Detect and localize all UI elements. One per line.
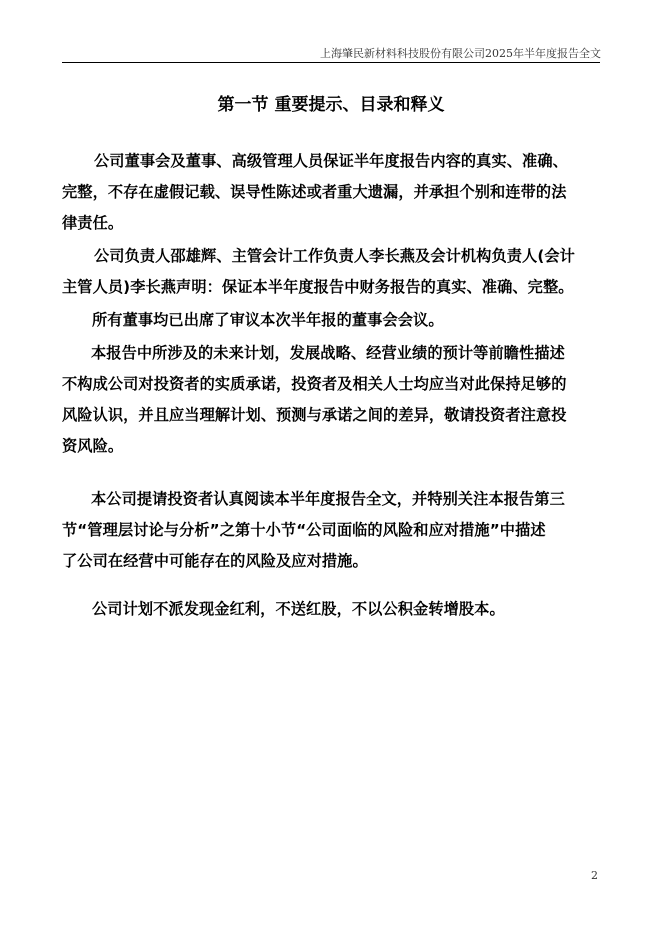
paragraph-line: 资风险。 — [62, 437, 124, 455]
header-rule — [62, 62, 600, 63]
section-title: 第一节 重要提示、目录和释义 — [217, 95, 445, 115]
paragraph-financial-statement — [62, 241, 600, 303]
running-header: 上海肇民新材料科技股份有限公司2025年半年度报告全文 — [320, 47, 601, 60]
paragraph-line: 节“管理层讨论与分析”之第十小节“公司面临的风险和应对措施”中描述 — [62, 521, 546, 539]
paragraph-line: 本公司提请投资者认真阅读本半年度报告全文，并特别关注本报告第三 — [91, 490, 565, 508]
paragraph-risk-notice — [62, 484, 600, 577]
paragraph-board-attendance — [62, 305, 600, 336]
paragraph-line: 本报告中所涉及的未来计划，发展战略、经营业绩的预计等前瞻性描述 — [91, 344, 565, 362]
paragraph-dividend-plan — [62, 594, 600, 625]
paragraph-line: 了公司在经营中可能存在的风险及应对措施。 — [62, 552, 368, 570]
page-number: 2 — [591, 869, 598, 882]
paragraph-line: 律责任。 — [62, 214, 124, 232]
paragraph-line: 公司董事会及董事、高级管理人员保证半年度报告内容的真实、准确、 — [94, 152, 568, 170]
paragraph-line: 风险认识，并且应当理解计划、预测与承诺之间的差异，敬请投资者注意投 — [62, 406, 567, 424]
paragraph-line: 公司负责人邵雄辉、主管会计工作负责人李长燕及会计机构负责人(会计 — [94, 247, 575, 265]
paragraph-line: 完整，不存在虚假记载、误导性陈述或者重大遗漏，并承担个别和连带的法 — [62, 183, 567, 201]
paragraph-line: 不构成公司对投资者的实质承诺，投资者及相关人士均应当对此保持足够的 — [62, 375, 567, 393]
paragraph-responsibility — [62, 146, 600, 239]
paragraph-forward-looking — [62, 338, 600, 462]
paragraph-line: 主管人员)李长燕声明：保证本半年度报告中财务报告的真实、准确、完整。 — [62, 278, 574, 296]
paragraph-line: 公司计划不派发现金红利，不送红股，不以公积金转增股本。 — [92, 600, 505, 618]
paragraph-line: 所有董事均已出席了审议本次半年报的董事会会议。 — [92, 311, 444, 329]
